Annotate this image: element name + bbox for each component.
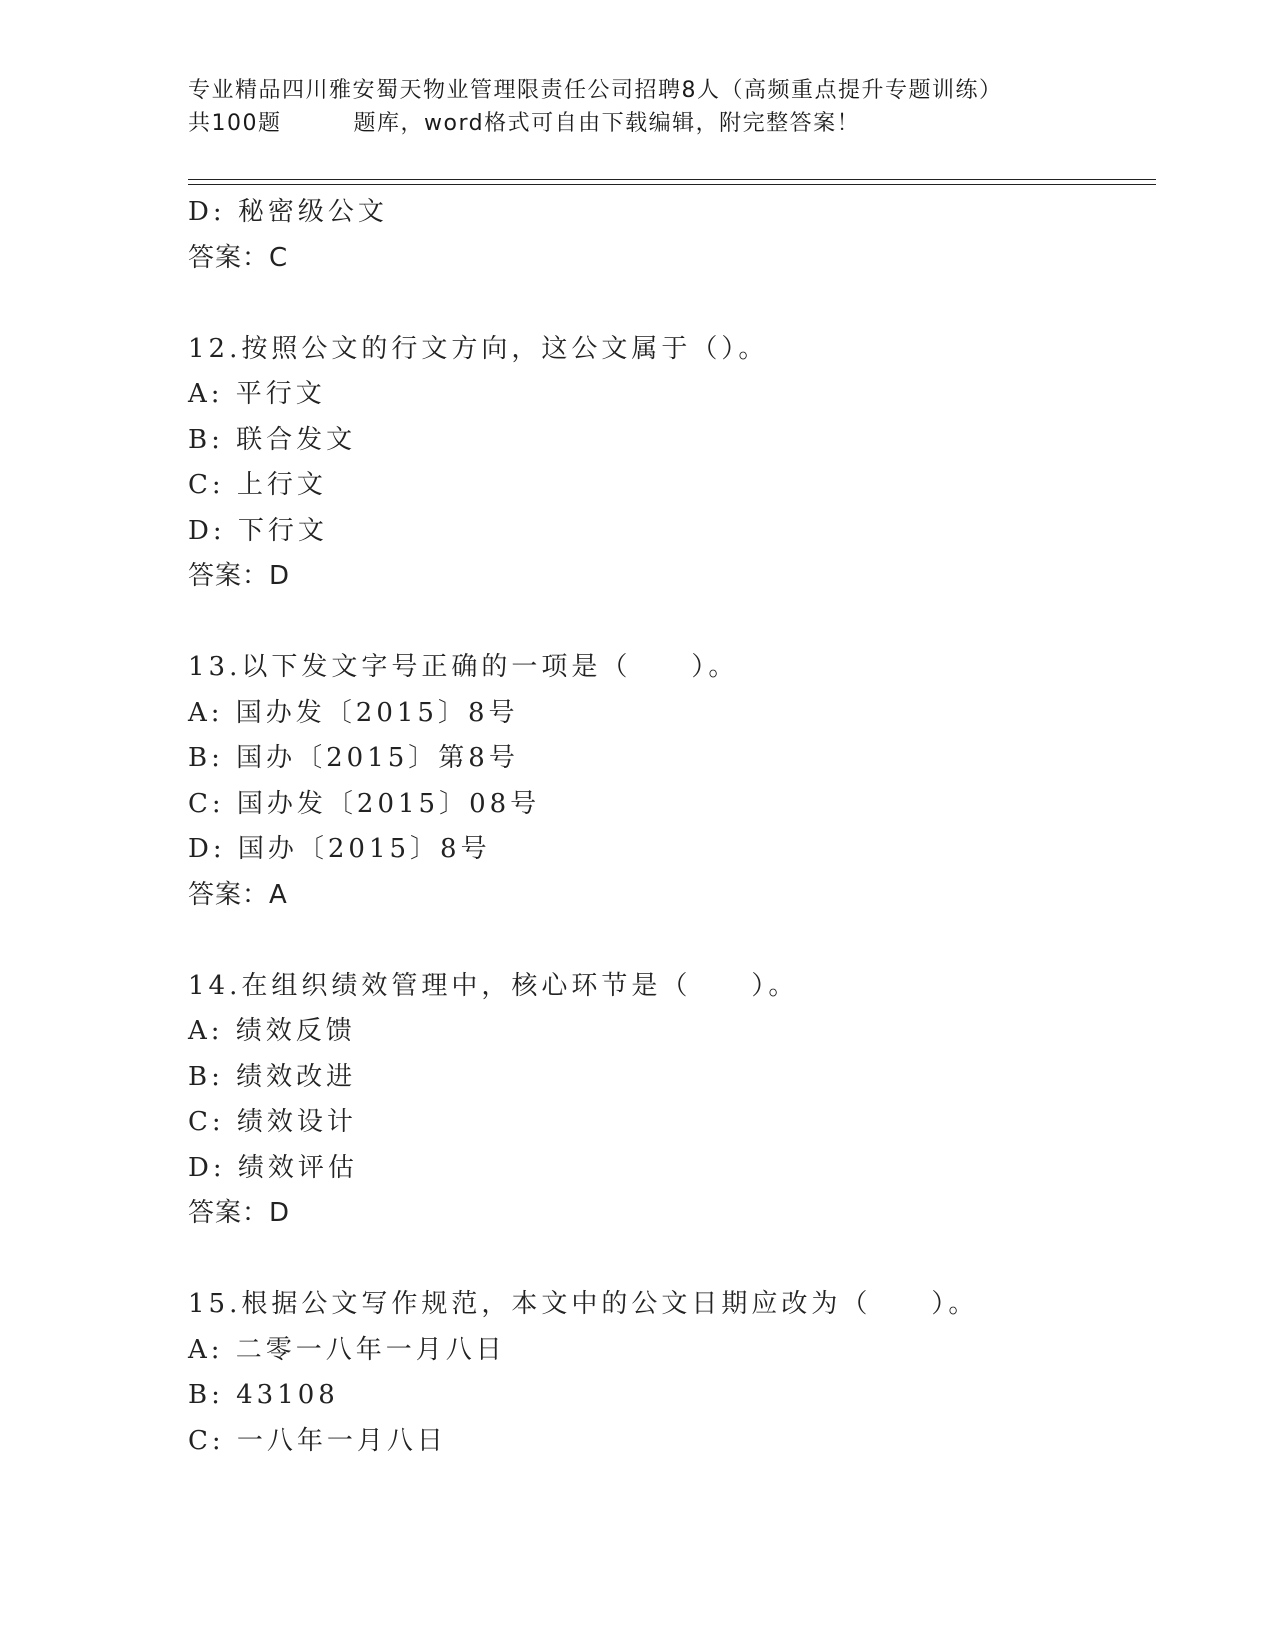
question-block [188, 1282, 1168, 1464]
header-divider-top [188, 179, 1156, 180]
question-stem: 13.以下发文字号正确的一项是（ ）。 [188, 652, 739, 682]
option-c: C: 一八年一月八日 [188, 1425, 447, 1456]
answer-line: 答案：C [188, 242, 289, 273]
option-d: D: 绩效评估 [188, 1152, 358, 1183]
answer-line: 答案：A [188, 879, 288, 910]
question-stem: 12.按照公文的行文方向，这公文属于（）。 [188, 333, 769, 364]
option-d: D: 国办〔2015〕8号 [188, 834, 491, 864]
header-subtitle [188, 107, 1148, 140]
header-title: 专业精品四川雅安蜀天物业管理限责任公司招聘8人（高频重点提升专题训练） [188, 78, 1003, 103]
page-header [188, 74, 1148, 140]
option-a: A: 二零一八年一月八日 [188, 1334, 506, 1365]
option-c: C: 上行文 [188, 470, 327, 500]
question-stem: 14.在组织绩效管理中，核心环节是（ ）。 [188, 970, 799, 1001]
answer-line: 答案：D [188, 1198, 291, 1228]
header-divider-bottom [188, 184, 1156, 185]
option-c: C: 绩效设计 [188, 1107, 357, 1137]
header-description: 题库，word格式可自由下载编辑，附完整答案！ [353, 111, 861, 136]
question-block [188, 645, 1168, 918]
answer-line: 答案：D [188, 561, 291, 591]
option-c: C: 国办发〔2015〕08号 [188, 788, 541, 819]
option-a: A: 平行文 [188, 379, 326, 409]
question-content [188, 190, 1168, 1464]
header-question-count: 共100题 [188, 111, 282, 136]
question-stem: 15.根据公文写作规范，本文中的公文日期应改为（ ）。 [188, 1289, 979, 1319]
option-b: B: 43108 [188, 1380, 339, 1410]
option-d: D: 下行文 [188, 515, 328, 546]
option-b: B: 联合发文 [188, 424, 357, 455]
question-block [188, 964, 1168, 1237]
option-a: A: 国办发〔2015〕8号 [188, 697, 519, 728]
option-a: A: 绩效反馈 [188, 1016, 356, 1046]
question-block [188, 327, 1168, 600]
option-d: D: 秘密级公文 [188, 197, 388, 227]
option-b: B: 国办〔2015〕第8号 [188, 743, 519, 773]
option-b: B: 绩效改进 [188, 1061, 357, 1092]
